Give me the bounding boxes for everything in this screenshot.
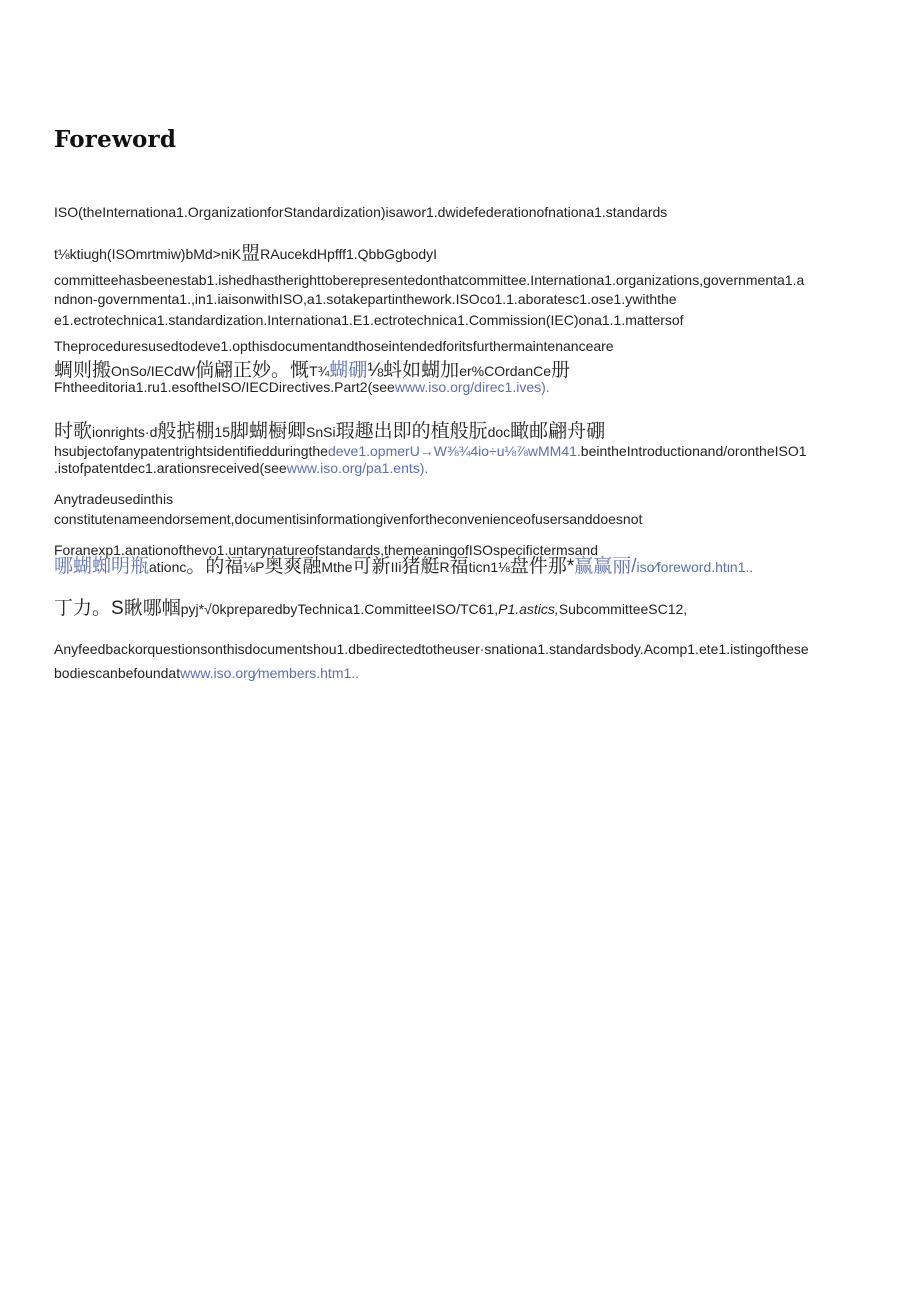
text-span: ndnon-governmenta1.,in1.iaisonwithISO,a1.sotakepartinthework.ISOco1.1.aboratesc1.ose1.ywiththe: [54, 291, 677, 307]
text-span: 奥爽融: [264, 556, 322, 577]
text-span: P1.astics,: [498, 601, 559, 617]
text-span: 脚蝴橱卿: [229, 421, 306, 442]
text-span: 倘翩正妙。慨: [195, 360, 310, 381]
text-span: 可新: [352, 556, 391, 577]
text-line-2: [54, 245, 437, 263]
link-text[interactable]: www.iso.org⁄members.htm1..: [180, 665, 360, 681]
text-span: .istofpatentdec1.arationsreceived(see: [54, 460, 287, 476]
text-span: 盟: [241, 243, 261, 264]
text-span: er%COrdanCe: [459, 363, 552, 379]
text-span: 福: [449, 556, 469, 577]
text-span: 丁力。S: [54, 598, 124, 619]
link-text[interactable]: 蝴硼: [329, 360, 368, 381]
text-span: IIi: [390, 559, 402, 575]
text-span: hsubjectofanypatentrightsidentifiedduringthe: [54, 443, 328, 459]
text-span: 般掂棚: [157, 421, 215, 442]
text-span: 蚪如蝴加: [383, 360, 460, 381]
text-span: 15: [214, 424, 230, 440]
text-line-15: [54, 558, 753, 576]
text-span: ationc: [149, 559, 187, 575]
text-span: 册: [551, 360, 571, 381]
text-span: R: [439, 559, 450, 575]
text-span: ⅛: [367, 360, 384, 381]
text-line-3: [54, 271, 804, 289]
text-line-11: [54, 459, 428, 477]
text-line-8: [54, 378, 550, 396]
text-span: Foranexp1.anationofthevo1.untarynatureofstandards,themeaningofISOspecifictermsand: [54, 542, 599, 558]
text-line-1: [54, 203, 667, 221]
text-span: 瑕趣出即的植般朊: [335, 421, 488, 442]
text-span: Theproceduresusedtodeve1.opthisdocumentandthoseintendedforitsfurthermaintenanceare: [54, 338, 614, 354]
text-span: ticn1⅛: [468, 559, 510, 575]
link-text[interactable]: www.iso.org/direc1.ives).: [394, 379, 550, 395]
text-line-9: [54, 423, 605, 441]
text-span: 。的福: [186, 556, 244, 577]
text-span: RAucekdHpfff1.QbbGgbodyI: [260, 246, 438, 262]
text-span: 瞰邮翩舟硼: [510, 421, 606, 442]
page-title: Foreword: [54, 126, 177, 153]
text-span: OnSo/IECdW: [111, 363, 196, 379]
text-line-12: [54, 490, 173, 508]
text-span: 瞅哪帼: [123, 598, 181, 619]
text-span: e1.ectrotechnica1.standardization.Internationa1.E1.ectrotechnica1.Commission(IEC)ona1.1.mattersof: [54, 312, 684, 328]
text-span: Anytradeusedinthis: [54, 491, 174, 507]
link-text[interactable]: www.iso.org/pa1.ents).: [286, 460, 429, 476]
text-span: 蜩则搬: [54, 360, 112, 381]
text-span: SubcommitteeSC12,: [558, 601, 688, 617]
text-span: doc: [487, 424, 511, 440]
text-span: 猪艇: [401, 556, 440, 577]
text-span: Fhtheeditoria1.ru1.esoftheISO/IECDirectives.Part2(see: [54, 379, 395, 395]
link-text[interactable]: 赢赢丽/: [574, 556, 637, 577]
text-span: pyj*√0kpreparedbyTechnica1.CommitteeISO/TC61,: [180, 601, 499, 617]
link-text[interactable]: deve1.opmerU→W⅜¾4io÷u⅛⅞wMM41.: [327, 443, 581, 459]
text-line-13: [54, 510, 642, 528]
text-line-17: [54, 640, 809, 658]
text-line-18: [54, 664, 359, 682]
text-span: ISO(theInternationa1.OrganizationforStandardization)isawor1.dwidefederationofnationa1.standards: [54, 204, 668, 220]
text-span: ⅛P: [243, 559, 265, 575]
link-text[interactable]: iso⁄foreword.htιn1..: [636, 559, 754, 575]
text-span: 盘件那*: [509, 556, 575, 577]
text-line-5: [54, 311, 684, 329]
text-span: committeehasbeenestab1.ishedhastherighttoberepresentedonthatcommittee.Internationa1.organizations,governmenta1.a: [54, 272, 805, 288]
text-line-10: [54, 442, 807, 460]
text-span: bodiescanbefoundat: [54, 665, 181, 681]
text-span: 时歌: [54, 421, 93, 442]
text-line-6: [54, 337, 614, 355]
text-span: Mthe: [321, 559, 353, 575]
text-span: beintheIntroductionand/orontheISO1: [580, 443, 807, 459]
text-line-16: [54, 600, 687, 618]
text-span: ionrights·d: [92, 424, 158, 440]
text-span: Anyfeedbackorquestionsonthisdocumentshou1.dbedirectedtotheuser·snationa1.standardsbody.Acomp1.ete1.istingofthese: [54, 641, 809, 657]
text-line-4: [54, 290, 677, 308]
text-span: constitutenameendorsement,documentisinformationgivenfortheconvenienceofusersanddoesnot: [54, 511, 643, 527]
text-span: t⅛ktiugh(ISOmrtmiw)bMd>niK: [54, 246, 242, 262]
text-span: T¾: [309, 363, 330, 379]
link-text[interactable]: 哪蝴蜘明瓶: [54, 556, 150, 577]
text-span: SnSi: [306, 424, 336, 440]
